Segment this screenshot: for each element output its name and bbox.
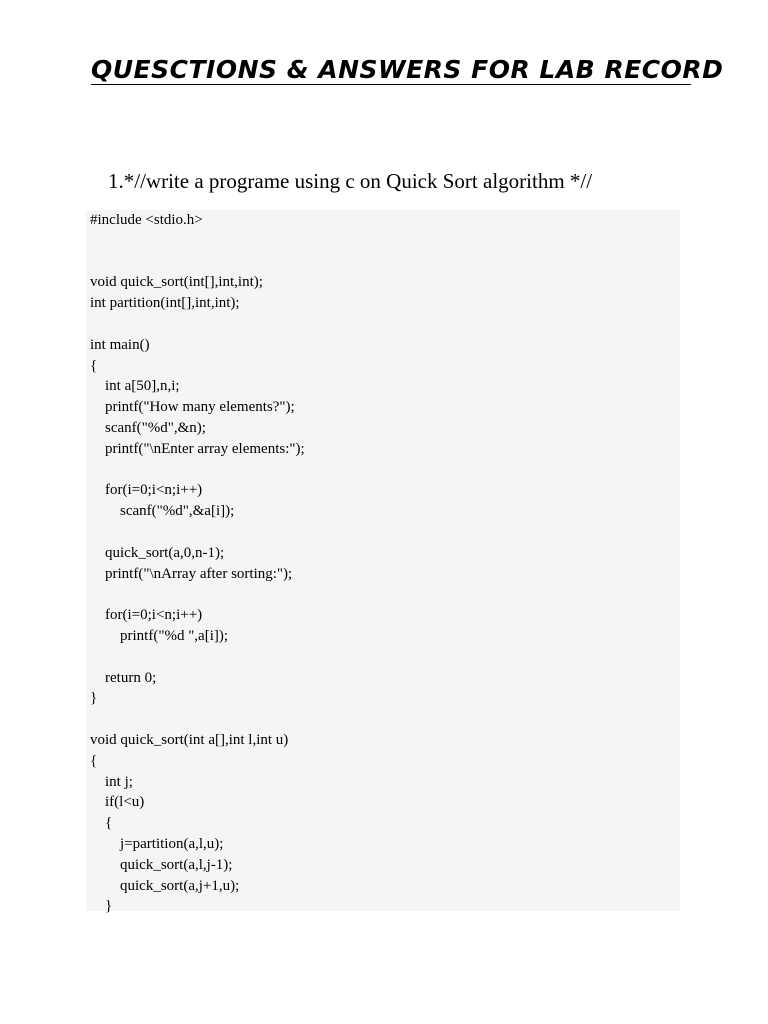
code-line: void quick_sort(int[],int,int);	[90, 274, 263, 291]
code-line: printf("\nArray after sorting:");	[90, 565, 293, 582]
code-line: printf("%d ",a[i]);	[90, 627, 229, 644]
code-line: int partition(int[],int,int);	[90, 295, 240, 312]
code-line: {	[90, 357, 98, 374]
page-heading: QUESCTIONS & ANSWERS FOR LAB RECORD	[91, 55, 724, 84]
code-line: quick_sort(a,l,j-1);	[90, 856, 233, 873]
code-line: int main()	[90, 336, 150, 353]
code-panel	[86, 210, 680, 915]
code-line: if(l<u)	[90, 794, 145, 811]
code-line	[90, 709, 305, 730]
code-line	[90, 252, 305, 273]
code-line: printf("\nEnter array elements:");	[90, 440, 305, 457]
code-line: }	[90, 690, 98, 707]
code-line: for(i=0;i<n;i++)	[90, 607, 203, 624]
code-line	[90, 647, 305, 668]
code-line: int a[50],n,i;	[90, 378, 180, 395]
code-line: }	[90, 898, 113, 915]
code-block	[90, 210, 305, 917]
code-line	[90, 460, 305, 481]
code-line: scanf("%d",&a[i]);	[90, 503, 235, 520]
code-line	[90, 522, 305, 543]
code-line: {	[90, 815, 113, 832]
question-title: 1.*//write a programe using c on Quick Sort algorithm *//	[108, 169, 593, 193]
code-line	[90, 231, 305, 252]
code-line	[90, 314, 305, 335]
code-line: int j;	[90, 773, 133, 790]
code-line: return 0;	[90, 669, 157, 686]
code-line	[90, 584, 305, 605]
code-line: #include <stdio.h>	[90, 212, 203, 228]
code-line: j=partition(a,l,u);	[90, 835, 224, 852]
code-line: void quick_sort(int a[],int l,int u)	[90, 731, 289, 748]
heading-underline	[91, 84, 691, 85]
code-line: scanf("%d",&n);	[90, 419, 206, 436]
code-line: {	[90, 752, 98, 769]
code-line: quick_sort(a,0,n-1);	[90, 544, 225, 561]
code-line: printf("How many elements?");	[90, 399, 295, 416]
code-line: quick_sort(a,j+1,u);	[90, 877, 240, 894]
code-line: for(i=0;i<n;i++)	[90, 482, 203, 499]
